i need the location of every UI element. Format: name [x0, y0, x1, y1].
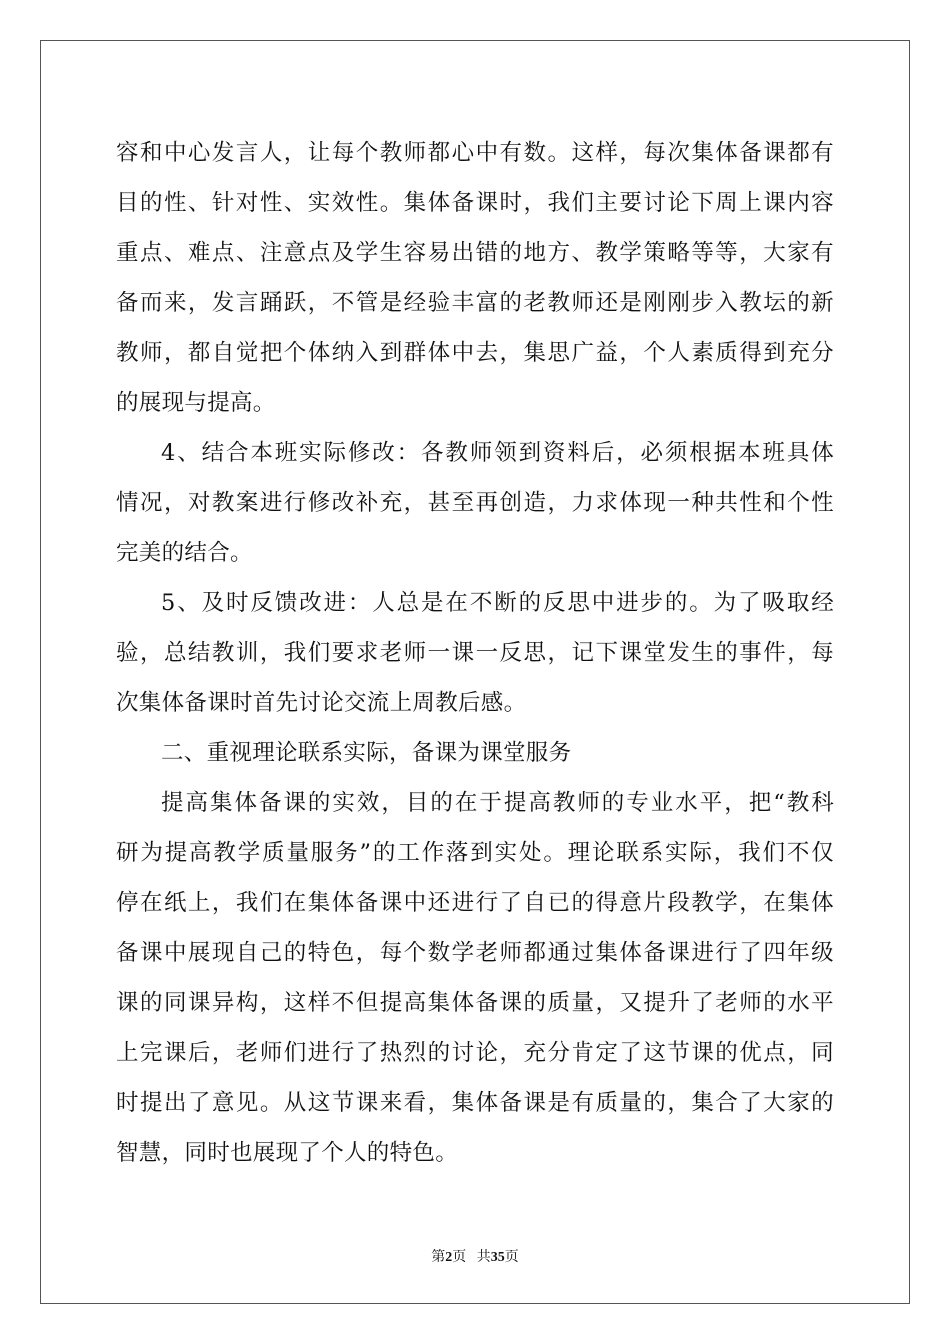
text-line: 4、结合本班实际修改：各教师领到资料后，必须根据本班具体: [161, 440, 834, 466]
text-line: 验，总结教训，我们要求老师一课一反思，记下课堂发生的事件，每: [116, 640, 834, 666]
paragraph: [116, 578, 834, 728]
total-pages: 35: [490, 1250, 505, 1265]
section-heading: [116, 728, 834, 778]
page-suffix: 页: [452, 1250, 467, 1265]
text-line: 时提出了意见。从这节课来看，集体备课是有质量的，集合了大家的: [116, 1090, 834, 1116]
text-line: 完美的结合。: [116, 540, 253, 566]
page-footer: [0, 1246, 950, 1266]
text-line: 教师，都自觉把个体纳入到群体中去，集思广益，个人素质得到充分: [116, 340, 834, 366]
paragraph: [116, 778, 834, 1178]
text-line: 提高集体备课的实效，目的在于提高教师的专业水平，把“教科: [161, 790, 834, 816]
text-line: 5、及时反馈改进：人总是在不断的反思中进步的。为了吸取经: [161, 590, 834, 616]
text-line: 课的同课异构，这样不但提高集体备课的质量，又提升了老师的水平: [116, 990, 834, 1016]
total-prefix: 共: [476, 1250, 491, 1265]
text-line: 备课中展现自己的特色，每个数学老师都通过集体备课进行了四年级: [116, 940, 834, 966]
text-line: 二、重视理论联系实际，备课为课堂服务: [161, 740, 572, 766]
text-line: 目的性、针对性、实效性。集体备课时，我们主要讨论下周上课内容: [116, 190, 834, 216]
text-line: 情况，对教案进行修改补充，甚至再创造，力求体现一种共性和个性: [116, 490, 834, 516]
text-line: 研为提高教学质量服务”的工作落到实处。理论联系实际，我们不仅: [116, 840, 834, 866]
text-line: 智慧，同时也展现了个人的特色。: [116, 1140, 459, 1166]
page-prefix: 第: [431, 1250, 446, 1265]
document-body: [116, 128, 834, 1178]
paragraph: [116, 428, 834, 578]
text-line: 的展现与提高。: [116, 390, 276, 416]
text-line: 上完课后，老师们进行了热烈的讨论，充分肯定了这节课的优点，同: [116, 1040, 834, 1066]
text-line: 容和中心发言人，让每个教师都心中有数。这样，每次集体备课都有: [116, 140, 834, 166]
text-line: 备而来，发言踊跃，不管是经验丰富的老教师还是刚刚步入教坛的新: [116, 290, 834, 316]
paragraph: [116, 128, 834, 428]
text-line: 次集体备课时首先讨论交流上周教后感。: [116, 690, 527, 716]
text-line: 停在纸上，我们在集体备课中还进行了自已的得意片段教学，在集体: [116, 890, 834, 916]
page-number: 2: [445, 1250, 453, 1265]
total-suffix: 页: [504, 1250, 519, 1265]
text-line: 重点、难点、注意点及学生容易出错的地方、教学策略等等，大家有: [116, 240, 834, 266]
